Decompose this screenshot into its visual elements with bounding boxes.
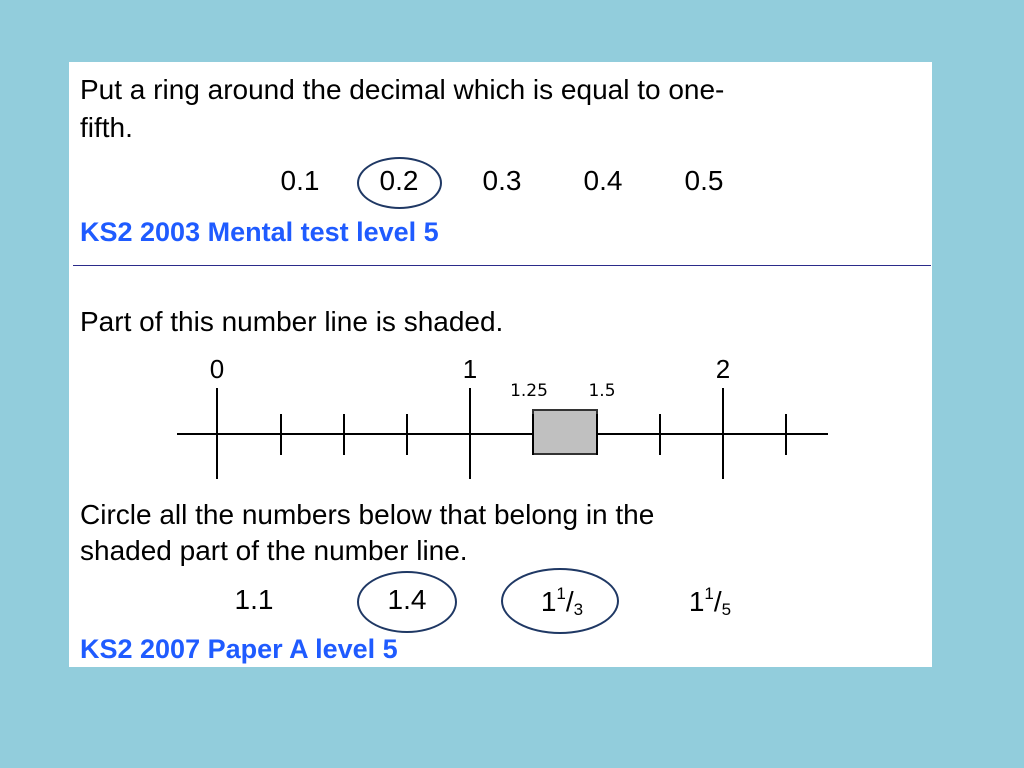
annotation-1-5: 1.5 — [588, 381, 616, 401]
question2-prompt: Part of this number line is shaded. — [80, 306, 504, 337]
number-line-label-2: 2 — [715, 354, 731, 384]
question1-prompt-line2: fifth. — [80, 112, 133, 143]
q2-option-3-slash: / — [565, 586, 574, 617]
q2-option-1: 1.1 — [234, 584, 274, 615]
q1-option-4: 0.4 — [583, 165, 623, 196]
q2-option-4 — [675, 584, 745, 620]
number-line — [69, 352, 932, 482]
q2-option-4-whole: 1 — [688, 586, 705, 617]
q1-option-3: 0.3 — [482, 165, 522, 196]
q2-option-4-numerator: 1 — [704, 584, 714, 603]
q2-option-2: 1.4 — [387, 584, 427, 615]
question2-instruction-line2: shaded part of the number line. — [80, 535, 468, 566]
question2-source: KS2 2007 Paper A level 5 — [80, 634, 398, 664]
q1-option-2: 0.2 — [379, 165, 419, 196]
number-line-label-0: 0 — [209, 354, 225, 384]
q2-option-3-numerator: 1 — [556, 584, 566, 603]
question1-prompt-line1: Put a ring around the decimal which is equal to one- — [80, 74, 725, 105]
q2-option-4-denominator: 5 — [721, 600, 732, 619]
q2-option-3 — [527, 584, 597, 620]
q2-option-4-slash: / — [713, 586, 722, 617]
question1-source: KS2 2003 Mental test level 5 — [80, 217, 439, 247]
divider-line — [73, 265, 931, 266]
shaded-region — [533, 410, 597, 454]
annotation-1-25: 1.25 — [510, 381, 548, 401]
q1-option-5: 0.5 — [684, 165, 724, 196]
worksheet-panel — [69, 62, 932, 667]
q2-option-3-whole: 1 — [540, 586, 557, 617]
question2-instruction-line1: Circle all the numbers below that belong in the — [80, 499, 655, 530]
q1-option-1: 0.1 — [280, 165, 320, 196]
number-line-label-1: 1 — [462, 354, 478, 384]
q2-option-3-denominator: 3 — [573, 600, 584, 619]
